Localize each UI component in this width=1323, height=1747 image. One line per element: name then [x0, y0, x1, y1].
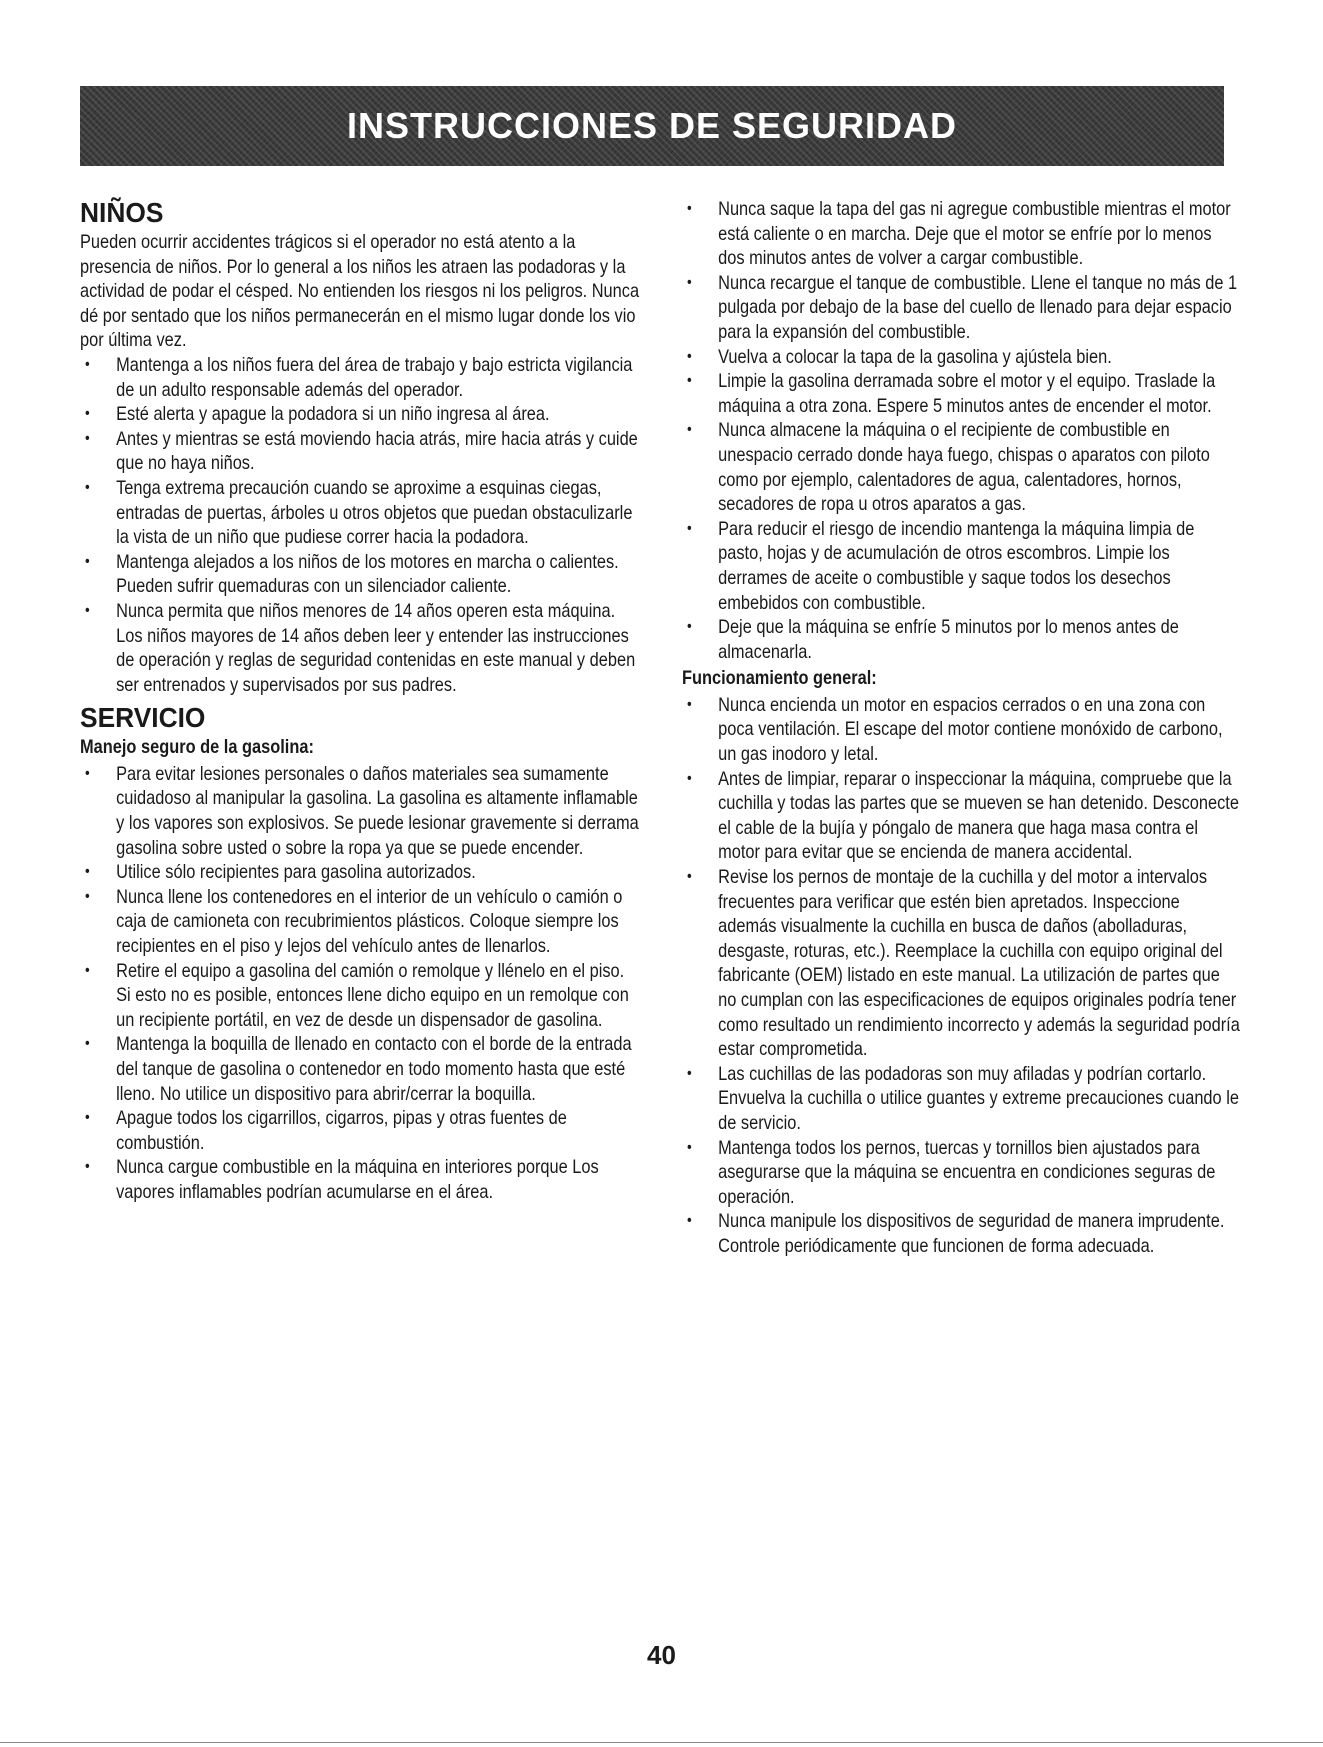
ninos-intro: Pueden ocurrir accidentes trágicos si el operador no está atento a la presencia de niños. Por lo general a los niños les atraen las podadoras y la actividad de podar el césped. No entienden los riesgos ni los peligros. Nunca dé por sentado que los niños permanecerán en el mismo lugar donde los vio por última vez. — [80, 231, 640, 352]
list-item: • Vuelva a colocar la tapa de la gasolina y ajústela bien. — [687, 345, 1112, 368]
bullet-icon: • — [687, 1064, 692, 1082]
bullet-icon: • — [687, 1212, 692, 1230]
bullet-icon: • — [687, 868, 692, 886]
list-item: • Nunca recargue el tanque de combustible. Llene el tanque no más de 1 pulgada por debajo de la base del cuello de llenado para dejar espacio para la expansión del combustible. — [687, 271, 1238, 343]
bottom-divider — [0, 1742, 1323, 1743]
bullet-icon: • — [85, 961, 90, 979]
list-item: • Esté alerta y apague la podadora si un niño ingresa al área. — [85, 403, 550, 426]
bullet-icon: • — [687, 421, 692, 439]
page-title: INSTRUCCIONES DE SEGURIDAD — [346, 105, 958, 146]
list-item: • Para reducir el riesgo de incendio mantenga la máquina limpia de pasto, hojas y de acumulación de otros escombros. Limpie los derrames de aceite o combustible y saque todos los desechos embebidos con combustible. — [687, 517, 1195, 614]
bullet-icon: • — [687, 769, 692, 787]
ninos-heading: NIÑOS — [80, 197, 164, 228]
bullet-icon: • — [687, 200, 692, 217]
list-item: • Nunca cargue combustible en la máquina en interiores porque Los vapores inflamables podrían acumularse en el área. — [85, 1156, 599, 1203]
general-operation-subheading: Funcionamiento general: — [682, 667, 877, 690]
left-column — [80, 198, 643, 1205]
fuel-handling-list — [80, 762, 643, 1205]
bullet-icon: • — [85, 601, 90, 619]
general-operation-list — [682, 693, 1241, 1259]
bullet-icon: • — [687, 618, 692, 636]
list-item: • Antes de limpiar, reparar o inspeccionar la máquina, compruebe que la cuchilla y todas las partes que se mueven se han detenido. Desconecte el cable de la bujía y póngalo de manera que haga masa contra el motor para evitar que se encienda de manera accidental. — [687, 767, 1239, 864]
list-item: • Limpie la gasolina derramada sobre el motor y el equipo. Traslade la máquina a otra zona. Espere 5 minutos antes de encender el motor. — [687, 370, 1216, 417]
bullet-icon: • — [85, 1035, 90, 1053]
bullet-icon: • — [85, 405, 90, 423]
bullet-icon: • — [687, 519, 692, 537]
list-item: • Nunca saque la tapa del gas ni agregue combustible mientras el motor está caliente o en marcha. Deje que el motor se enfríe por lo menos dos minutos antes de volver a cargar combustible. — [687, 198, 1231, 270]
list-item: • Utilice sólo recipientes para gasolina autorizados. — [85, 861, 476, 884]
list-item: • Deje que la máquina se enfríe 5 minutos por lo menos antes de almacenarla. — [687, 616, 1179, 663]
bullet-icon: • — [85, 478, 90, 496]
bullet-icon: • — [687, 273, 692, 291]
list-item: • Tenga extrema precaución cuando se aproxime a esquinas ciegas, entradas de puertas, árboles u otros objetos que puedan obstaculizarle la vista de un niño que pudiese correr hacia la podadora. — [85, 476, 633, 549]
list-item: • Revise los pernos de montaje de la cuchilla y del motor a intervalos frecuentes para verificar que estén bien apretados. Inspeccione además visualmente la cuchilla en busca de daños (abolladuras, desgaste, roturas, etc.). Reemplace la cuchilla con equipo original del fabricante (OEM) listado en este manual. La utilización de partes que no cumplan con las especificaciones de equipos originales podría tener como resultado un rendimiento incorrecto y además la seguridad podría estar comprometida. — [687, 866, 1240, 1061]
fuel-handling-subheading: Manejo seguro de la gasolina: — [80, 736, 314, 759]
ninos-list — [80, 353, 643, 697]
servicio-heading: SERVICIO — [80, 702, 206, 734]
bullet-icon: • — [85, 764, 90, 782]
list-item: • Nunca permita que niños menores de 14 años operen esta máquina. Los niños mayores de 14 años deben leer y entender las instrucciones de operación y reglas de seguridad contenidas en este manual y deben ser entrenados y supervisados por sus padres. — [85, 599, 636, 696]
bullet-icon: • — [85, 429, 90, 447]
bullet-icon: • — [687, 695, 692, 713]
bullet-icon: • — [85, 887, 90, 905]
list-item: • Nunca almacene la máquina o el recipiente de combustible en unespacio cerrado donde haya fuego, chispas o aparatos con piloto como por ejemplo, calentadores de agua, calentadores, hornos, secadores de ropa u otros aparatos a gas. — [687, 419, 1210, 516]
bullet-icon: • — [687, 347, 692, 365]
list-item: • Retire el equipo a gasolina del camión o remolque y llénelo en el piso. Si esto no es posible, entonces llene dicho equipo en un remolque con un recipiente portátil, en vez de desde un dispensador de gasolina. — [85, 959, 629, 1031]
list-item: • Mantenga todos los pernos, tuercas y tornillos bien ajustados para asegurarse que la máquina se encuentra en condiciones seguras de operación. — [687, 1136, 1216, 1208]
bullet-icon: • — [85, 355, 90, 373]
list-item: • Mantenga a los niños fuera del área de trabajo y bajo estricta vigilancia de un adulto responsable además del operador. — [85, 353, 633, 401]
page-number: 40 — [647, 1640, 676, 1670]
list-item: • Nunca manipule los dispositivos de seguridad de manera imprudente. Controle periódicamente que funcionen de forma adecuada. — [687, 1210, 1225, 1257]
list-item: • Mantenga alejados a los niños de los motores en marcha o calientes. Pueden sufrir quemaduras con un silenciador caliente. — [85, 550, 619, 598]
bullet-icon: • — [687, 372, 692, 390]
fuel-handling-list-continued — [682, 197, 1241, 664]
list-item: • Las cuchillas de las podadoras son muy afiladas y podrían cortarlo. Envuelva la cuchilla o utilice guantes y extreme precauciones cuando le de servicio. — [687, 1062, 1239, 1134]
list-item: • Apague todos los cigarrillos, cigarros, pipas y otras fuentes de combustión. — [85, 1107, 567, 1154]
list-item: • Nunca llene los contenedores en el interior de un vehículo o camión o caja de camioneta con recubrimientos plásticos. Coloque siempre los recipientes en el piso y lejos del vehículo antes de llenarlos. — [85, 885, 623, 958]
section-banner — [80, 86, 1224, 166]
bullet-icon: • — [687, 1138, 692, 1156]
list-item: • Nunca encienda un motor en espacios cerrados o en una zona con poca ventilación. El escape del motor contiene monóxido de carbono, un gas inodoro y letal. — [687, 693, 1223, 766]
bullet-icon: • — [85, 552, 90, 570]
right-column — [682, 197, 1241, 1259]
list-item: • Antes y mientras se está moviendo hacia atrás, mire hacia atrás y cuide que no haya niños. — [85, 427, 638, 475]
bullet-icon: • — [85, 1109, 90, 1127]
list-item: • Mantenga la boquilla de llenado en contacto con el borde de la entrada del tanque de gasolina o contenedor en todo momento hasta que esté lleno. No utilice un dispositivo para abrir/cerrar la boquilla. — [85, 1033, 632, 1105]
bullet-icon: • — [85, 863, 90, 881]
list-item: • Para evitar lesiones personales o daños materiales sea sumamente cuidadoso al manipular la gasolina. La gasolina es altamente inflamable y los vapores son explosivos. Se puede lesionar gravemente si derrama gasolina sobre usted o sobre la ropa ya que se puede encender. — [85, 762, 639, 859]
bullet-icon: • — [85, 1158, 90, 1176]
